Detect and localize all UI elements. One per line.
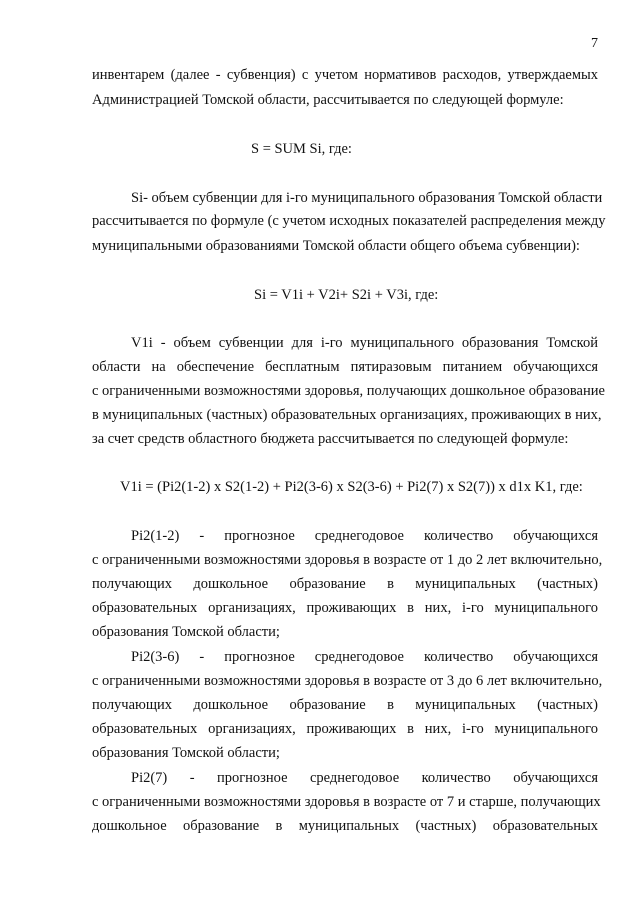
intro-line-1: инвентарем (далее - субвенция) с учетом нормативов расходов, утверждаемых <box>92 67 598 83</box>
pi2-3-6-definition-line-5: образования Томской области; <box>92 745 280 761</box>
pi2-3-6-definition-line-1: Pi2(3-6) - прогнозное среднегодовое количество обучающихся <box>131 649 598 665</box>
si-definition-line-1: Si- объем субвенции для i-го муниципального образования Томской области <box>131 190 603 206</box>
pi2-7-definition-line-2: с ограниченными возможностями здоровья в возрасте от 7 и старше, получающих <box>92 794 601 810</box>
pi2-1-2-definition-line-3: получающих дошкольное образование в муниципальных (частных) <box>92 576 598 592</box>
v1i-definition-line-1: V1i - объем субвенции для i-го муниципального образования Томской <box>131 335 598 351</box>
page-number: 7 <box>591 36 598 51</box>
pi2-7-definition-line-3: дошкольное образование в муниципальных (частных) образовательных <box>92 818 598 834</box>
v1i-definition-line-5: за счет средств областного бюджета рассчитывается по следующей формуле: <box>92 431 569 447</box>
pi2-1-2-definition-line-2: с ограниченными возможностями здоровья в возрасте от 1 до 2 лет включительно, <box>92 552 603 568</box>
pi2-3-6-definition-line-2: с ограниченными возможностями здоровья в возрасте от 3 до 6 лет включительно, <box>92 673 603 689</box>
si-definition-line-3: муниципальными образованиями Томской области общего объема субвенции): <box>92 238 580 254</box>
formula-v1i: V1i = (Pi2(1-2) x S2(1-2) + Pi2(3-6) x S2(3-6) + Pi2(7) x S2(7)) x d1x K1, где: <box>120 479 583 495</box>
pi2-1-2-definition-line-5: образования Томской области; <box>92 624 280 640</box>
si-definition-line-2: рассчитывается по формуле (с учетом исходных показателей распределения между <box>92 213 606 229</box>
v1i-definition-line-4: в муниципальных (частных) образовательных организациях, проживающих в них, <box>92 407 602 423</box>
pi2-1-2-definition-line-4: образовательных организациях, проживающих в них, i-го муниципального <box>92 600 598 616</box>
formula-s: S = SUM Si, где: <box>251 141 352 157</box>
pi2-7-definition-line-1: Pi2(7) - прогнозное среднегодовое количество обучающихся <box>131 770 598 786</box>
pi2-3-6-definition-line-3: получающих дошкольное образование в муниципальных (частных) <box>92 697 598 713</box>
v1i-definition-line-3: с ограниченными возможностями здоровья, получающих дошкольное образование <box>92 383 605 399</box>
pi2-3-6-definition-line-4: образовательных организациях, проживающих в них, i-го муниципального <box>92 721 598 737</box>
pi2-1-2-definition-line-1: Pi2(1-2) - прогнозное среднегодовое количество обучающихся <box>131 528 598 544</box>
formula-si: Si = V1i + V2i+ S2i + V3i, где: <box>254 287 439 303</box>
intro-line-2: Администрацией Томской области, рассчитывается по следующей формуле: <box>92 92 564 108</box>
v1i-definition-line-2: области на обеспечение бесплатным пятиразовым питанием обучающихся <box>92 359 598 375</box>
